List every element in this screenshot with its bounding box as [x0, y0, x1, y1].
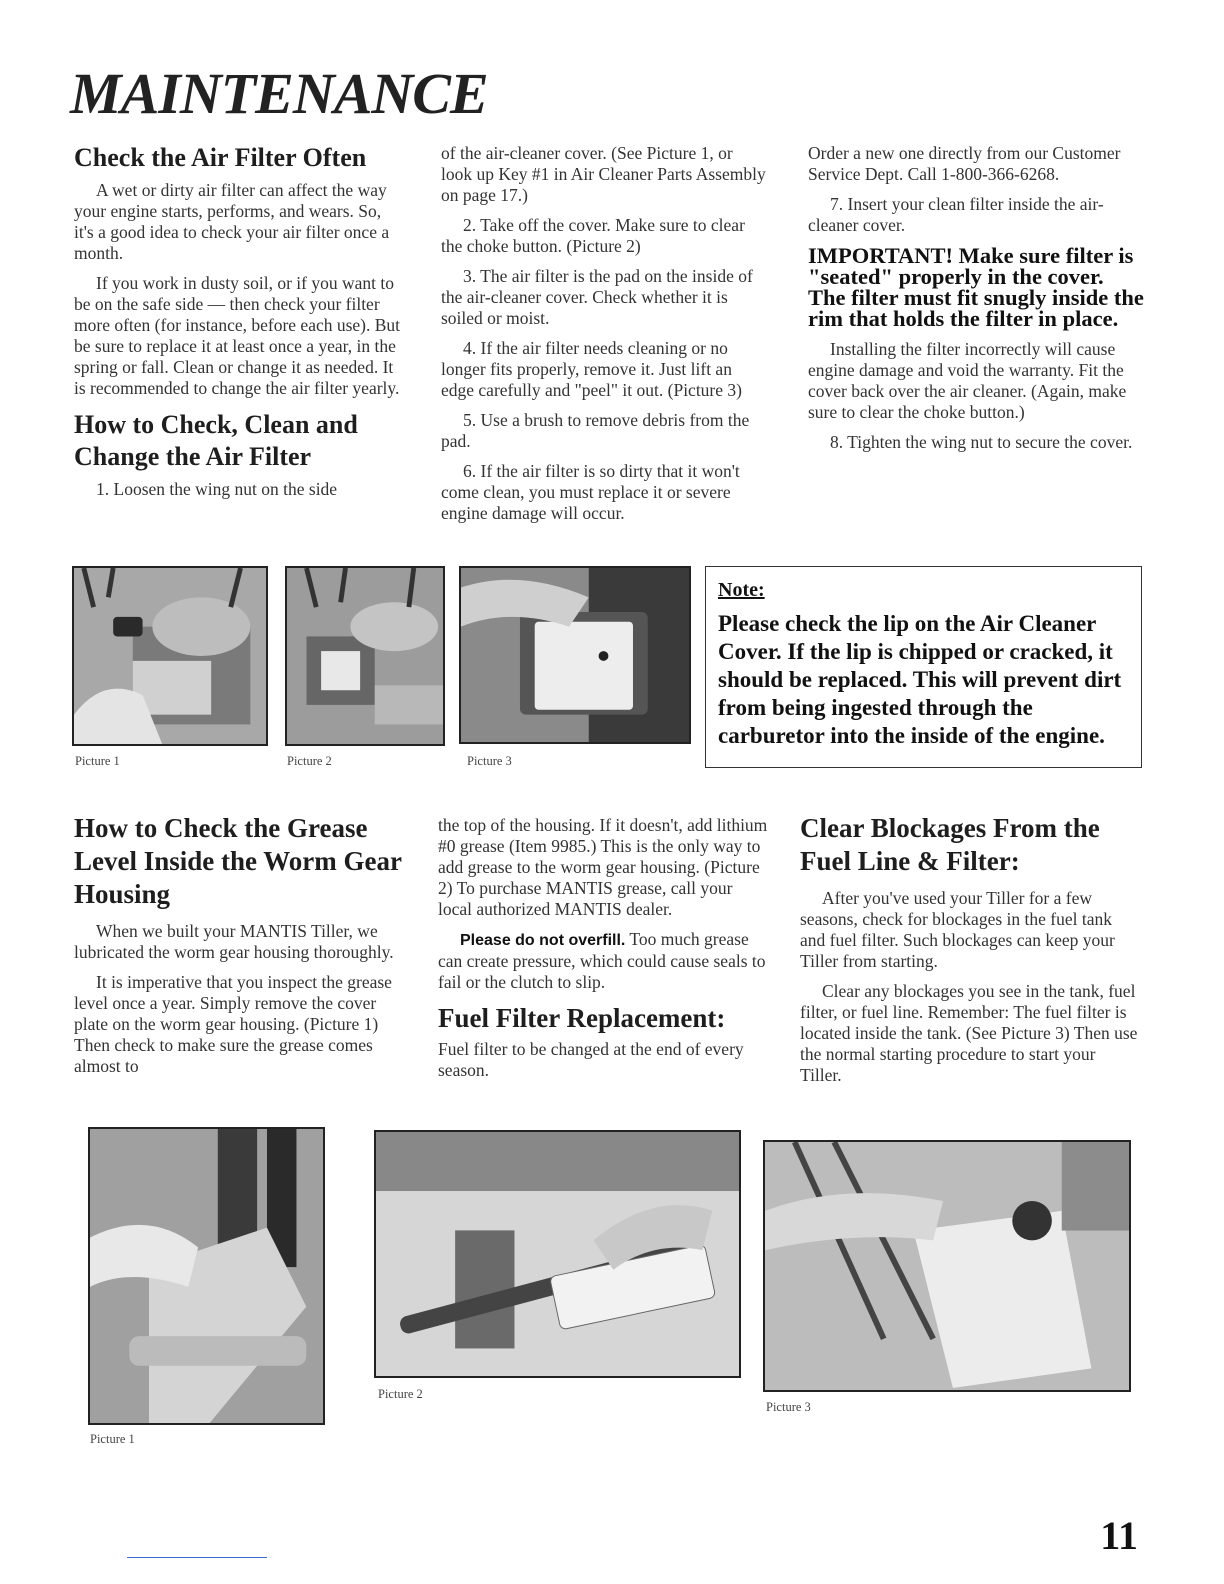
- column-1-top: [74, 142, 404, 509]
- paragraph: A wet or dirty air filter can affect the way your engine starts, performs, and wears. So, it's a good idea to check your air filter once a month.: [74, 180, 390, 263]
- step-6: 6. If the air filter is so dirty that it won't come clean, you must replace it or severe engine damage will occur.: [441, 461, 740, 523]
- overfill-warning: [438, 929, 768, 993]
- page-title: MAINTENANCE: [70, 61, 488, 126]
- paragraph: After you've used your Tiller for a few seasons, check for blockages in the fuel tank and fuel filter. Such blockages can keep your Tiller from starting.: [800, 888, 1115, 971]
- overfill-text: Too much grease can create pressure, which could cause seals to fail or the clutch to slip.: [438, 929, 766, 992]
- column-1-bottom: [74, 812, 404, 1086]
- photo-air-cleaner-1: [72, 566, 268, 746]
- photo-air-cleaner-2: [285, 566, 445, 746]
- picture-caption: Picture 3: [467, 754, 512, 768]
- page-number: 11: [1100, 1513, 1138, 1558]
- note-label: Note:: [718, 579, 765, 601]
- column-2-top: [441, 143, 766, 533]
- photo-fuel-filter: [763, 1140, 1131, 1392]
- photo-grease-tube: [374, 1130, 741, 1378]
- picture-caption: Picture 2: [378, 1387, 423, 1401]
- photo-air-filter-pad: [459, 566, 691, 744]
- step-8: 8. Tighten the wing nut to secure the cover.: [830, 432, 1133, 452]
- picture-caption: Picture 1: [90, 1432, 135, 1446]
- step-2: 2. Take off the cover. Make sure to clear the choke button. (Picture 2): [441, 215, 745, 256]
- column-3-bottom: [800, 812, 1140, 1095]
- picture-caption: Picture 3: [766, 1400, 811, 1414]
- note-text: Please check the lip on the Air Cleaner Cover. If the lip is chipped or cracked, it should be replaced. This will prevent dirt from being ingested through the carburetor into the inside of the engine.: [718, 611, 1122, 748]
- step-5: 5. Use a brush to remove debris from the pad.: [441, 410, 750, 451]
- important-notice: IMPORTANT! Make sure filter is "seated" properly in the cover. The filter must fit snugly inside the rim that holds the filter in place.: [808, 243, 1144, 331]
- column-3-top: [808, 143, 1144, 462]
- paragraph: Fuel filter to be changed at the end of every season.: [438, 1039, 744, 1080]
- step-4: 4. If the air filter needs cleaning or no longer fits properly, remove it. Just lift an edge carefully and "peel" it out. (Picture 3): [441, 338, 742, 400]
- heading-how-to-check: How to Check, Clean and Change the Air Filter: [74, 410, 358, 471]
- divider: [127, 1557, 267, 1558]
- note-box: [705, 566, 1142, 768]
- paragraph: When we built your MANTIS Tiller, we lubricated the worm gear housing thoroughly.: [74, 921, 394, 962]
- photo-worm-gear-housing: [88, 1127, 325, 1425]
- picture-caption: Picture 2: [287, 754, 332, 768]
- overfill-lead: Please do not overfill.: [460, 932, 626, 949]
- install-warning: Installing the filter incorrectly will cause engine damage and void the warranty. Fit the cover back over the air cleaner. (Again, make sure to clear the choke button.): [808, 339, 1127, 422]
- order-filter: Order a new one directly from our Customer Service Dept. Call 1-800-366-6268.: [808, 143, 1121, 184]
- heading-fuel-filter: Fuel Filter Replacement:: [438, 1003, 726, 1033]
- step-1: 1. Loosen the wing nut on the side: [96, 479, 338, 499]
- step-1-cont: of the air-cleaner cover. (See Picture 1, or look up Key #1 in Air Cleaner Parts Assembly on page 17.): [441, 143, 766, 205]
- step-3: 3. The air filter is the pad on the inside of the air-cleaner cover. Check whether it is soiled or moist.: [441, 266, 753, 328]
- column-2-bottom: [438, 815, 768, 1090]
- step-7: 7. Insert your clean filter inside the air-cleaner cover.: [808, 194, 1104, 235]
- paragraph: Clear any blockages you see in the tank, fuel filter, or fuel line. Remember: The fuel filter is located inside the tank. (See Picture 3) Then use the normal starting procedure to start your Tiller.: [800, 981, 1138, 1085]
- heading-clear-blockages: Clear Blockages From the Fuel Line & Filter:: [800, 813, 1100, 876]
- paragraph: It is imperative that you inspect the grease level once a year. Simply remove the cover plate on the worm gear housing. (Picture 1) Then check to make sure the grease comes almost to: [74, 972, 392, 1076]
- picture-caption: Picture 1: [75, 754, 120, 768]
- paragraph: If you work in dusty soil, or if you want to be on the safe side — then check your filter more often (for instance, before each use). But be sure to replace it at least once a year, in the spring or fall. Clean or change it as needed. It is recommended to change the air filter yearly.: [74, 273, 401, 398]
- paragraph: the top of the housing. If it doesn't, add lithium #0 grease (Item 9985.) This is the only way to add grease to the worm gear housing. (Picture 2) To purchase MANTIS grease, call your local authorized MANTIS dealer.: [438, 815, 768, 919]
- heading-grease-level: How to Check the Grease Level Inside the Worm Gear Housing: [74, 813, 402, 909]
- heading-check-air-filter: Check the Air Filter Often: [74, 143, 367, 172]
